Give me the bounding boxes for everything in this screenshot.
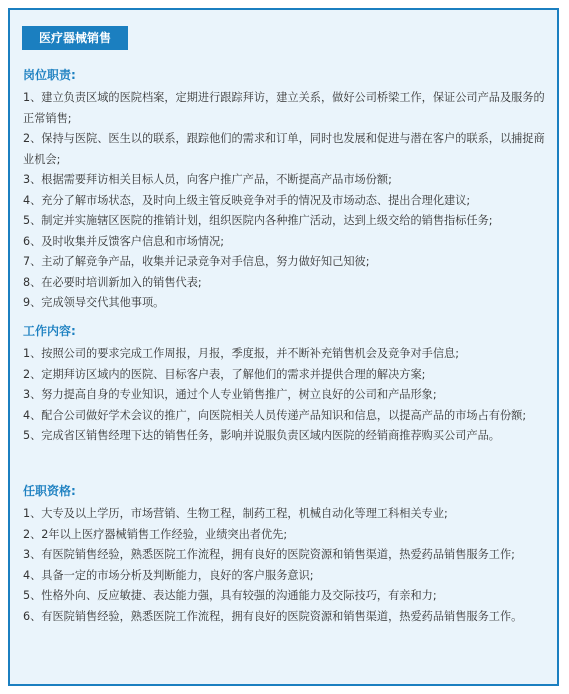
list-item: 2、保持与医院、医生以的联系，跟踪他们的需求和订单，同时也发展和促进与潜在客户的联系，以捕捉商业机会; bbox=[23, 132, 545, 166]
list-item: 5、性格外向、反应敏捷、表达能力强，具有较强的沟通能力及交际技巧，有亲和力; bbox=[23, 589, 437, 602]
list-item: 3、努力提高自身的专业知识，通过个人专业销售推广，树立良好的公司和产品形象; bbox=[23, 388, 437, 401]
list-item: 1、按照公司的要求完成工作周报，月报，季度报，并不断补充销售机会及竞争对手信息; bbox=[23, 347, 460, 360]
section-title: 岗位职责: bbox=[23, 68, 76, 82]
list-item: 9、完成领导交代其他事项。 bbox=[23, 296, 165, 309]
list-item: 1、大专及以上学历，市场营销、生物工程，制药工程，机械自动化等理工科相关专业; bbox=[23, 507, 448, 520]
list-item: 7、主动了解竞争产品，收集并记录竞争对手信息，努力做好知己知彼; bbox=[23, 255, 370, 268]
list-item: 8、在必要时培训新加入的销售代表; bbox=[23, 275, 202, 289]
list-item: 6、及时收集并反馈客户信息和市场情况; bbox=[23, 234, 225, 248]
section-qualifications bbox=[23, 483, 551, 627]
section-title: 任职资格: bbox=[23, 484, 76, 498]
list-item: 5、制定并实施辖区医院的推销计划，组织医院内各种推广活动，达到上级交给的销售指标任务; bbox=[23, 214, 493, 227]
list-item: 2、定期拜访区域内的医院、目标客户表，了解他们的需求并提供合理的解决方案; bbox=[23, 367, 426, 381]
job-posting-card bbox=[8, 8, 559, 686]
list-item: 3、有医院销售经验，熟悉医院工作流程，拥有良好的医院资源和销售渠道，热爱药品销售服务工作; bbox=[23, 548, 515, 561]
responsibilities-list bbox=[23, 88, 551, 314]
job-title-badge: 医疗器械销售 bbox=[22, 26, 128, 50]
section-title: 工作内容: bbox=[23, 324, 76, 338]
section-work-content bbox=[23, 323, 551, 447]
list-item: 1、建立负责区域的医院档案，定期进行跟踪拜访，建立关系，做好公司桥梁工作，保证公司产品及服务的正常销售; bbox=[23, 91, 545, 125]
list-item: 4、具备一定的市场分析及判断能力，良好的客户服务意识; bbox=[23, 568, 314, 582]
list-item: 4、充分了解市场状态，及时向上级主管反映竞争对手的情况及市场动态、提出合理化建议; bbox=[23, 193, 471, 207]
list-item: 2、2年以上医疗器械销售工作经验，业绩突出者优先; bbox=[23, 527, 288, 541]
qualifications-list bbox=[23, 504, 551, 627]
work-content-list bbox=[23, 344, 551, 447]
section-responsibilities bbox=[23, 67, 551, 314]
list-item: 4、配合公司做好学术会议的推广，向医院相关人员传递产品知识和信息，以提高产品的市场占有份额; bbox=[23, 408, 527, 422]
list-item: 6、有医院销售经验，熟悉医院工作流程，拥有良好的医院资源和销售渠道，热爱药品销售服务工作。 bbox=[23, 609, 523, 623]
list-item: 5、完成省区销售经理下达的销售任务，影响并说服负责区域内医院的经销商推荐购买公司产品。 bbox=[23, 429, 500, 442]
list-item: 3、根据需要拜访相关目标人员，向客户推广产品，不断提高产品市场份额; bbox=[23, 173, 392, 186]
